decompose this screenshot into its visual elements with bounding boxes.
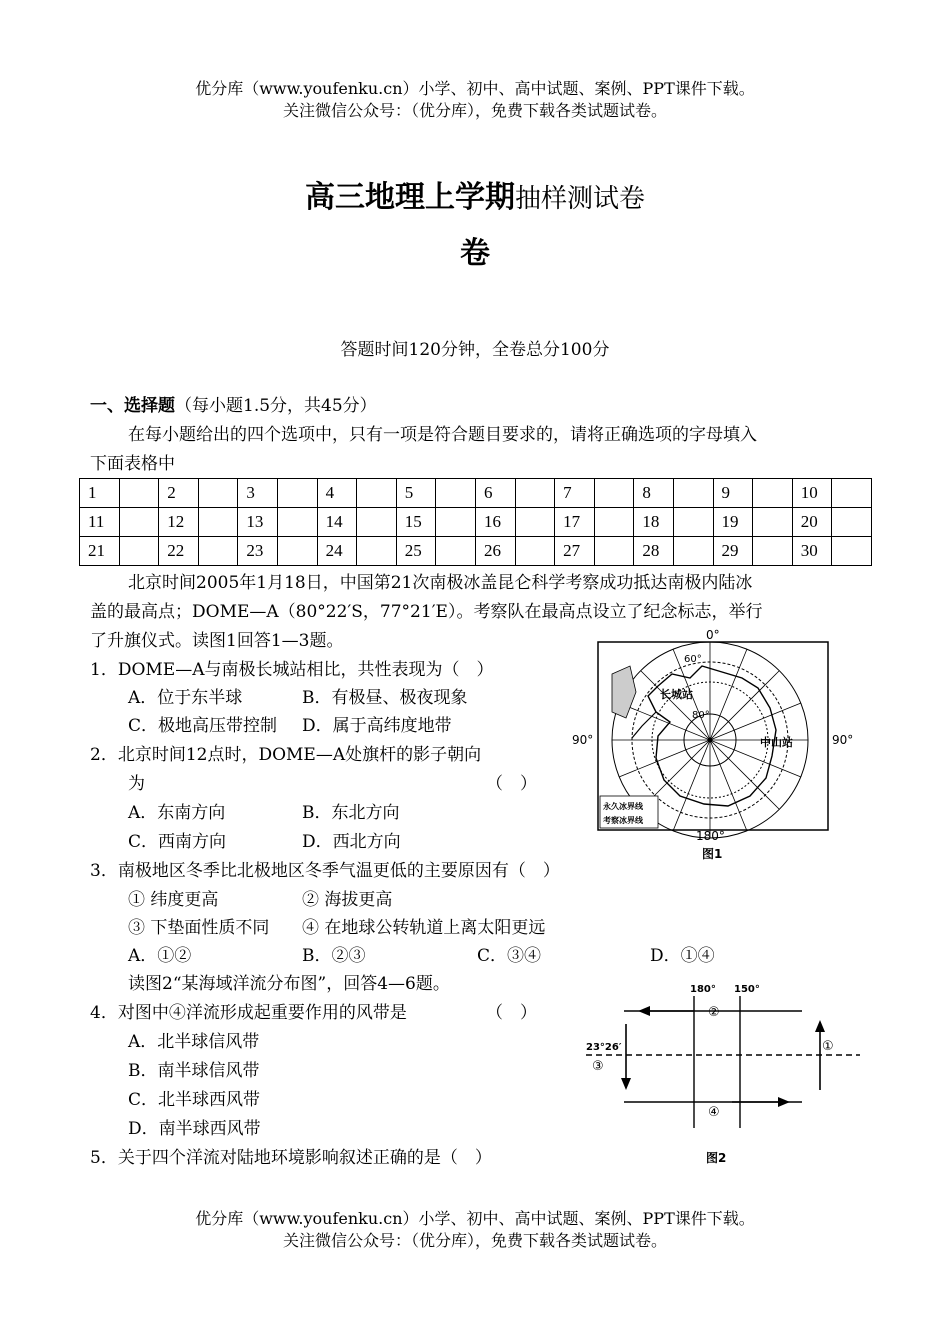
q2-option-c: C．西南方向 — [128, 832, 227, 852]
question-number-cell: 24 — [317, 537, 357, 566]
answer-cell[interactable] — [277, 508, 317, 537]
question-number-cell: 27 — [555, 537, 595, 566]
question-number-cell: 9 — [713, 479, 753, 508]
q3-option-b: B．②③ — [302, 946, 366, 966]
read-figure-2: 读图2“某海域洋流分布图”，回答4—6题。 — [128, 974, 450, 994]
q4-option-a: A．北半球信风带 — [128, 1032, 260, 1052]
q1-option-b: B．有极昼、极夜现象 — [302, 688, 468, 708]
fig1-legend-2: 考察冰界线 — [603, 816, 643, 825]
fig1-lat-80: 80° — [692, 710, 710, 721]
footer-line-2: 关注微信公众号：（优分库），免费下载各类试题试卷。 — [282, 1231, 667, 1250]
answer-cell[interactable] — [277, 537, 317, 566]
question-2-paren: （ ） — [486, 774, 537, 794]
answer-cell[interactable] — [594, 537, 634, 566]
fig2-current-2: ② — [708, 1005, 720, 1020]
question-number-cell: 1 — [80, 479, 120, 508]
section-points: （每小题1.5分，共45分） — [175, 396, 377, 416]
question-number-cell: 14 — [317, 508, 357, 537]
q2-option-b: B．东北方向 — [302, 803, 400, 823]
figure-2-ocean-currents — [582, 978, 862, 1173]
answer-cell[interactable] — [119, 508, 159, 537]
answer-cell[interactable] — [198, 479, 238, 508]
question-number-cell: 18 — [634, 508, 674, 537]
question-number-cell: 25 — [396, 537, 436, 566]
answer-cell[interactable] — [198, 537, 238, 566]
q1-option-d: D．属于高纬度地带 — [302, 716, 452, 736]
answer-cell[interactable] — [594, 508, 634, 537]
fig2-current-4: ④ — [708, 1105, 720, 1120]
title-bold: 高三地理上学期 — [304, 180, 515, 215]
question-number-cell: 21 — [80, 537, 120, 566]
answer-cell[interactable] — [832, 508, 872, 537]
q3-option-a: A．①② — [128, 946, 192, 966]
fig1-changcheng-station: 长城站 — [660, 688, 693, 701]
answer-cell[interactable] — [673, 537, 713, 566]
question-number-cell: 16 — [475, 508, 515, 537]
fig2-lon-150: 150° — [734, 984, 760, 995]
question-3: 3．南极地区冬季比北极地区冬季气温更低的主要原因有（ ） — [90, 861, 560, 881]
question-number-cell: 11 — [80, 508, 120, 537]
answer-cell[interactable] — [357, 479, 397, 508]
instruction-line-1: 在每小题给出的四个选项中，只有一项是符合题目要求的，请将正确选项的字母填入 — [128, 425, 757, 445]
table-row — [80, 508, 872, 537]
answer-cell[interactable] — [515, 508, 555, 537]
question-number-cell: 8 — [634, 479, 674, 508]
question-number-cell: 4 — [317, 479, 357, 508]
fig1-top-label: 0° — [706, 628, 720, 642]
question-number-cell: 17 — [555, 508, 595, 537]
question-1: 1．DOME—A与南极长城站相比，共性表现为（ ） — [90, 660, 494, 680]
q4-option-c: C．北半球西风带 — [128, 1090, 261, 1110]
header-line-2: 关注微信公众号：（优分库），免费下载各类试题试卷。 — [282, 101, 667, 120]
table-row — [80, 537, 872, 566]
q4-option-d: D．南半球西风带 — [128, 1119, 261, 1139]
question-number-cell: 6 — [475, 479, 515, 508]
answer-cell[interactable] — [357, 537, 397, 566]
question-number-cell: 13 — [238, 508, 278, 537]
q2-option-a: A．东南方向 — [128, 803, 226, 823]
question-number-cell: 5 — [396, 479, 436, 508]
title-normal: 抽样测试卷 — [514, 184, 645, 214]
question-5: 5．关于四个洋流对陆地环境影响叙述正确的是（ ） — [90, 1148, 492, 1168]
answer-cell[interactable] — [119, 479, 159, 508]
answer-cell[interactable] — [753, 537, 793, 566]
answer-cell[interactable] — [436, 537, 476, 566]
q3-item-1: ① 纬度更高 — [128, 890, 219, 910]
figure-1-antarctica-map — [572, 626, 862, 866]
question-number-cell: 22 — [159, 537, 199, 566]
answer-cell[interactable] — [673, 479, 713, 508]
q3-item-3: ③ 下垫面性质不同 — [128, 918, 270, 938]
question-number-cell: 15 — [396, 508, 436, 537]
question-number-cell: 28 — [634, 537, 674, 566]
passage-line-2: 盖的最高点；DOME—A（80°22′S，77°21′E）。考察队在最高点设立了纪念标志，举行 — [90, 602, 763, 622]
passage-line-1: 北京时间2005年1月18日，中国第21次南极冰盖昆仑科学考察成功抵达南极内陆冰 — [128, 573, 753, 593]
fig1-legend-1: 永久冰界线 — [603, 802, 643, 811]
q1-option-c: C．极地高压带控制 — [128, 716, 278, 736]
instruction-line-2: 下面表格中 — [90, 454, 175, 474]
answer-cell[interactable] — [594, 479, 634, 508]
question-number-cell: 7 — [555, 479, 595, 508]
question-number-cell: 26 — [475, 537, 515, 566]
question-number-cell: 12 — [159, 508, 199, 537]
answer-cell[interactable] — [832, 537, 872, 566]
figure-2-caption: 图2 — [706, 1151, 727, 1165]
question-number-cell: 23 — [238, 537, 278, 566]
question-2-line-2: 为 — [128, 774, 145, 794]
section-title: 一、选择题 — [90, 396, 175, 416]
answer-cell[interactable] — [515, 479, 555, 508]
answer-cell[interactable] — [753, 508, 793, 537]
question-number-cell: 20 — [792, 508, 832, 537]
fig2-lon-180: 180° — [690, 984, 716, 995]
question-number-cell: 10 — [792, 479, 832, 508]
answer-cell[interactable] — [753, 479, 793, 508]
question-number-cell: 19 — [713, 508, 753, 537]
answer-cell[interactable] — [436, 479, 476, 508]
answer-cell[interactable] — [198, 508, 238, 537]
question-4-paren: （ ） — [486, 1003, 537, 1023]
answer-cell[interactable] — [673, 508, 713, 537]
question-number-cell: 29 — [713, 537, 753, 566]
question-4: 4．对图中④洋流形成起重要作用的风带是 — [90, 1003, 407, 1023]
table-row — [80, 479, 872, 508]
title-line-2: 卷 — [460, 236, 490, 271]
fig1-bottom-label: 180° — [696, 829, 725, 843]
answer-cell[interactable] — [357, 508, 397, 537]
answer-cell[interactable] — [277, 479, 317, 508]
answer-cell[interactable] — [436, 508, 476, 537]
fig2-current-1: ① — [822, 1039, 834, 1054]
figure-1-caption: 图1 — [702, 847, 723, 861]
q3-option-d: D．①④ — [650, 946, 715, 966]
q3-option-c: C．③④ — [477, 946, 542, 966]
answer-cell[interactable] — [515, 537, 555, 566]
answer-cell[interactable] — [832, 479, 872, 508]
section-heading — [90, 394, 377, 418]
q3-item-4: ④ 在地球公转轨道上离太阳更远 — [302, 918, 546, 938]
q3-item-2: ② 海拔更高 — [302, 890, 393, 910]
fig1-zhongshan-station: 中山站 — [760, 736, 793, 749]
fig1-left-label: 90° — [572, 733, 594, 747]
page-title — [0, 172, 950, 216]
footer-line-1: 优分库（www.youfenku.cn）小学、初中、高中试题、案例、PPT课件下载。 — [195, 1209, 755, 1228]
q4-option-b: B．南半球信风带 — [128, 1061, 260, 1081]
fig2-lat-label: 23°26′ — [586, 1042, 622, 1053]
q1-option-a: A．位于东半球 — [128, 688, 243, 708]
question-2-line-1: 2．北京时间12点时，DOME—A处旗杆的影子朝向 — [90, 745, 482, 765]
header-line-1: 优分库（www.youfenku.cn）小学、初中、高中试题、案例、PPT课件下载。 — [195, 79, 755, 98]
answer-table — [79, 478, 872, 566]
q2-option-d: D．西北方向 — [302, 832, 401, 852]
question-number-cell: 3 — [238, 479, 278, 508]
exam-info: 答题时间120分钟，全卷总分100分 — [340, 340, 610, 360]
passage-line-3: 了升旗仪式。读图1回答1—3题。 — [90, 631, 344, 651]
fig2-current-3: ③ — [592, 1059, 604, 1074]
question-number-cell: 2 — [159, 479, 199, 508]
fig1-lat-60: 60° — [684, 654, 702, 665]
fig1-right-label: 90° — [832, 733, 854, 747]
question-number-cell: 30 — [792, 537, 832, 566]
answer-cell[interactable] — [119, 537, 159, 566]
